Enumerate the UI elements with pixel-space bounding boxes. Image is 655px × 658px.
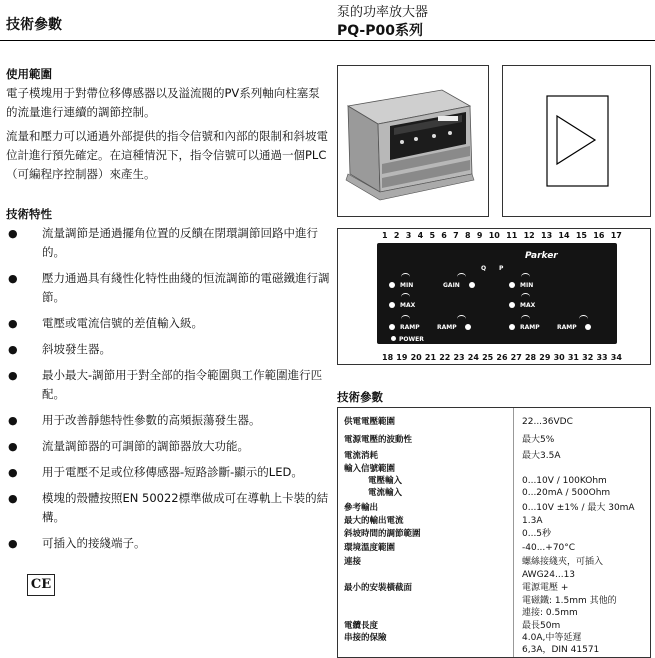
feature-text: 用于改善靜態特性參數的高頻振蕩發生器。 [42,413,261,427]
potentiometer-icon[interactable] [457,315,466,323]
terminal-number: 17 [610,231,622,240]
usage-paragraph-2: 流量和壓力可以通過外部提供的指令信號和內部的限制和斜坡電位計進行預先確定。在這種情況下，指令信號可以通過一個PLC（可編程序控制器）來產生。 [6,129,328,181]
terminal-number: 12 [523,231,535,240]
list-item [6,534,331,553]
bullet-icon: ● [8,537,18,550]
bullet-icon: ● [8,414,18,427]
terminal-number: 2 [393,231,400,240]
terminal-number: 10 [488,231,500,240]
ramp-up-q-label: RAMP [400,324,420,331]
potentiometer-icon[interactable] [401,273,410,281]
ramp-up-p-label: RAMP [520,324,540,331]
product-photo-frame [337,65,489,217]
potentiometer-icon[interactable] [457,273,466,281]
max-p-label: MAX [520,302,536,309]
terminal-number: 16 [593,231,605,240]
terminal-number: 21 [424,353,437,362]
terminal-number: 30 [553,353,565,362]
terminal-number: 9 [476,231,483,240]
features-list [6,224,331,560]
list-item [6,224,331,262]
gain-label: GAIN [443,282,460,289]
header-rule [0,40,655,41]
bullet-icon: ● [8,440,18,453]
terminal-number: 14 [558,231,570,240]
amplifier-triangle-icon [503,66,650,216]
terminal-number: 32 [582,353,594,362]
list-item [6,463,331,482]
terminal-number: 25 [482,353,494,362]
list-item [6,269,331,307]
bullet-icon: ● [8,227,18,240]
min-q-label: MIN [400,282,414,289]
parker-logo: Parker [525,251,558,261]
list-item [6,340,331,359]
list-item [6,437,331,456]
terminal-number: 5 [429,231,436,240]
led-indicator [465,324,471,330]
feature-text: 壓力通過具有綫性化特性曲綫的恒流調節的電磁鐵進行調節。 [42,271,330,304]
min-p-label: MIN [520,282,534,289]
q-section-label: Q [481,265,487,272]
potentiometer-icon[interactable] [521,315,530,323]
list-item [6,314,331,333]
front-panel-frame [337,228,651,365]
potentiometer-icon[interactable] [401,315,410,323]
features-title: 技術特性 [6,207,52,221]
ce-mark: CE [27,574,55,596]
terminal-number: 3 [405,231,412,240]
terminal-number: 22 [439,353,451,362]
led-indicator [389,282,395,288]
terminal-number: 18 [382,353,394,362]
bullet-icon: ● [8,272,18,285]
top-terminal-numbers [382,231,622,240]
header-product-series: PQ-P00系列 [337,23,423,39]
potentiometer-icon[interactable] [521,293,530,301]
terminal-number: 31 [567,353,579,362]
feature-text: 流量調節是通過擺角位置的反饋在閉環調節回路中進行的。 [42,226,318,259]
potentiometer-icon[interactable] [401,293,410,301]
amplifier-symbol-frame [502,65,651,217]
terminal-number: 7 [453,231,459,240]
bullet-icon: ● [8,343,18,356]
terminal-number: 28 [524,353,537,362]
potentiometer-icon[interactable] [579,315,588,323]
bullet-icon: ● [8,492,18,505]
usage-paragraph-1: 電子模塊用于對帶位移傳感器以及溢流閥的PV系列軸向柱塞泵的流量進行連續的調節控制。 [6,86,320,119]
feature-text: 用于電壓不足或位移傳感器-短路診斷-顯示的LED。 [42,465,303,479]
specs-title: 技術參數 [337,390,383,404]
led-indicator [509,302,515,308]
terminal-number: 26 [496,353,508,362]
terminal-number: 8 [465,231,471,240]
ramp-down-p-label: RAMP [557,324,577,331]
bullet-icon: ● [8,466,18,479]
column-divider [513,408,514,657]
feature-text: 可插入的接綫端子。 [42,536,146,550]
terminal-number: 1 [382,231,388,240]
bottom-terminal-numbers [382,353,622,362]
control-panel [377,243,617,344]
potentiometer-icon[interactable] [521,273,530,281]
led-indicator [389,324,395,330]
feature-text: 電壓或電流信號的差值輸入級。 [42,316,203,330]
terminal-number: 23 [453,353,465,362]
max-q-label: MAX [400,302,416,309]
specs-table: 供電電壓範圍 22...36VDC 電源電壓的波動性 最大5% 電流消耗 最大3.5A 輸入信號範圍 電壓輸入 0...10V / 100KOhm 電流輸入 0...20mA / 500Ohm 參考輸出 0...10V ±1% / 最大 30mA 最大的輸出電流 1.3A 斜坡時間的調節範圍 0...5秒 環境溫度範圍 -40...+70°C 連接 螺絲接綫夾，可插入 AWG24...13 最小的安裝橫截面 電源電壓 + 電磁鐵: 1.5mm 其他的 連接: 0.5mm 電纜長度 最長50m 串接的保險 4.0A,中等延遲 6,3A，DIN 41571 [337,407,651,658]
led-indicator [509,324,515,330]
terminal-number: 19 [396,353,408,362]
led-indicator [509,282,515,288]
list-item [6,411,331,430]
power-label: POWER [399,336,424,343]
terminal-number: 11 [506,231,518,240]
terminal-number: 15 [575,231,587,240]
led-indicator [389,302,395,308]
usage-title: 使用範圍 [6,67,52,81]
feature-text: 最小最大-調節用于對全部的指令範圍與工作範圍進行匹配。 [42,368,323,401]
feature-text: 模塊的殼體按照EN 50022標準做成可在導軌上卡裝的結構。 [42,491,329,524]
header-product-name: 泵的功率放大器 [337,5,429,20]
terminal-number: 24 [467,353,479,362]
power-led-indicator [391,336,396,341]
terminal-number: 20 [410,353,422,362]
bullet-icon: ● [8,317,18,330]
feature-text: 流量調節器的可調節的調節器放大功能。 [42,439,249,453]
p-section-label: P [499,265,504,272]
terminal-number: 29 [539,353,551,362]
led-indicator [469,282,475,288]
terminal-number: 4 [417,231,424,240]
list-item [6,366,331,404]
ramp-down-q-label: RAMP [437,324,457,331]
terminal-number: 34 [610,353,622,362]
terminal-number: 13 [541,231,553,240]
bullet-icon: ● [8,369,18,382]
amplifier-module-illustration [338,66,488,216]
terminal-number: 6 [441,231,447,240]
header-left-title: 技術參數 [6,17,62,33]
led-indicator [585,324,591,330]
feature-text: 斜坡發生器。 [42,342,111,356]
terminal-number: 27 [510,353,522,362]
list-item [6,489,331,527]
terminal-number: 33 [596,353,608,362]
